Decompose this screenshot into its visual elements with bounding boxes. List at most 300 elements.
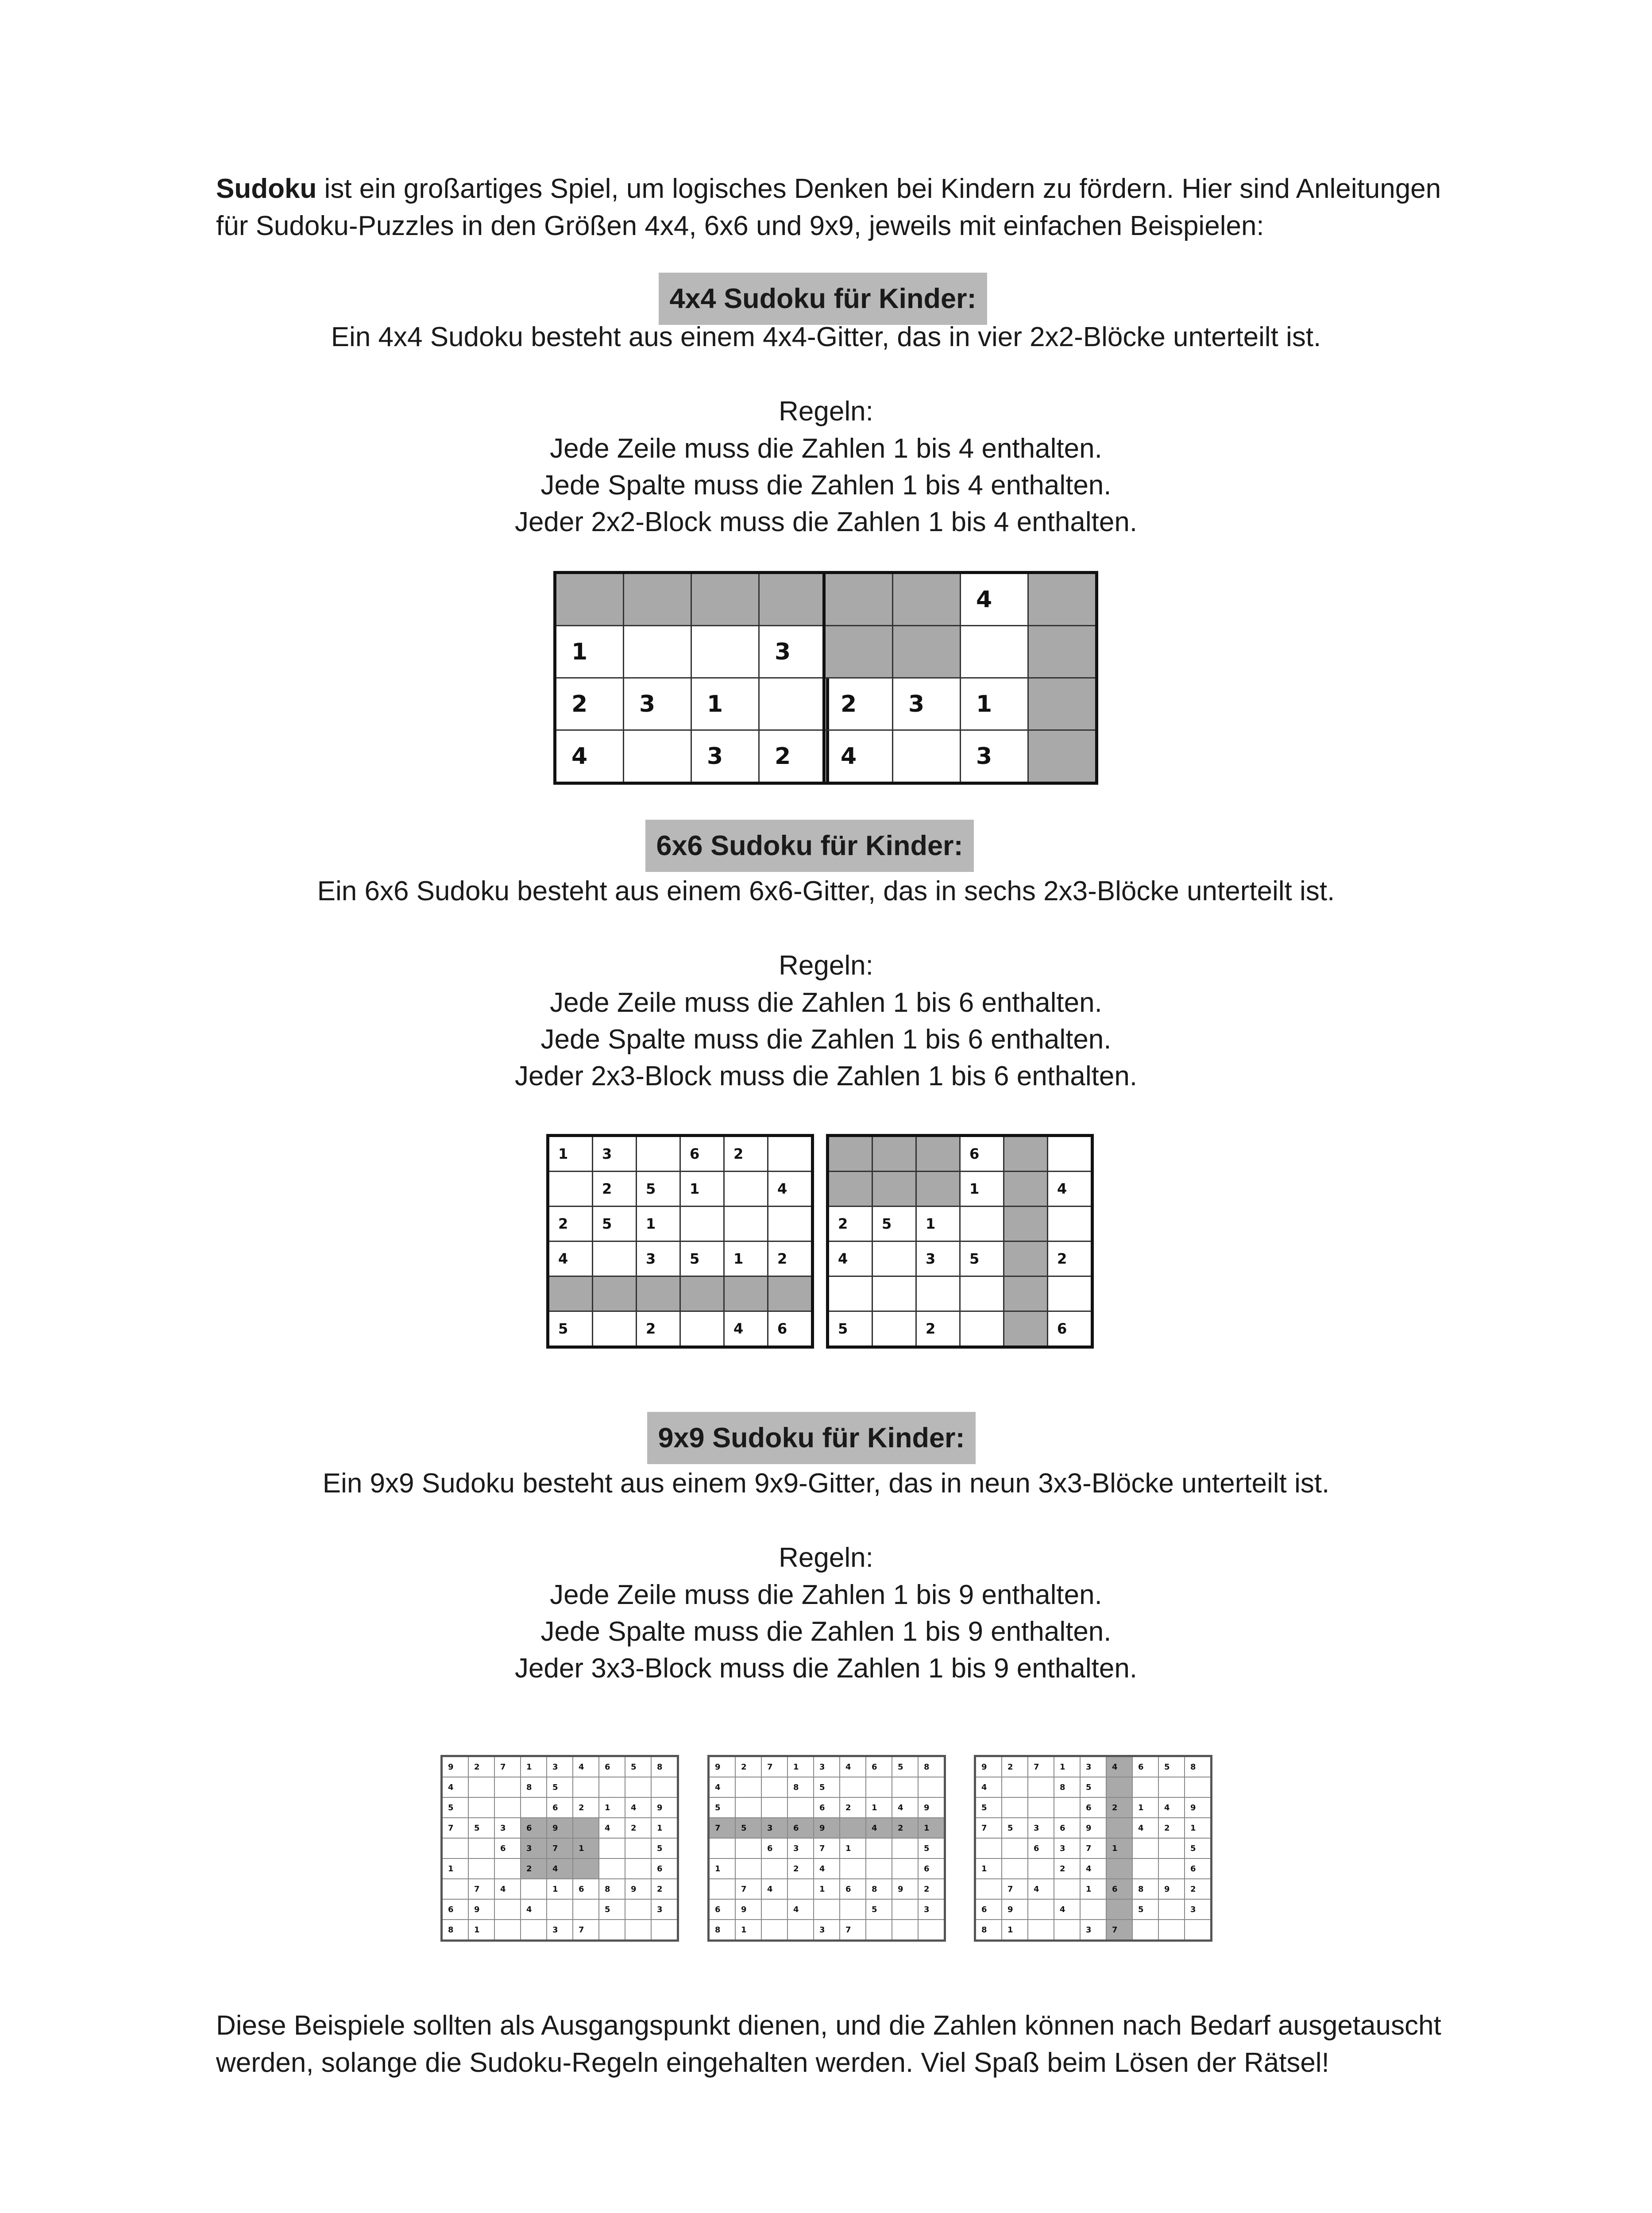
- grid-cell: 9: [1080, 1818, 1106, 1838]
- grid-cell: 3: [691, 730, 759, 783]
- grid-cell: [761, 1920, 787, 1941]
- grid-cell: 3: [1054, 1838, 1080, 1858]
- grid-cell: [1028, 1899, 1054, 1920]
- grid-cell: 2: [735, 1756, 761, 1777]
- grid-cell: [1132, 1920, 1158, 1941]
- grid-cell: 4: [1048, 1172, 1092, 1207]
- grid-cell: 7: [547, 1838, 573, 1858]
- grid-cell: [548, 1172, 593, 1207]
- grid-row: [442, 1920, 678, 1941]
- grid-row: [709, 1797, 945, 1818]
- grid-cell: [573, 1858, 599, 1879]
- grid-cell: 9: [709, 1756, 736, 1777]
- grid-cell: 9: [814, 1818, 840, 1838]
- grid-cell: [1185, 1777, 1212, 1797]
- grid-cell: 2: [768, 1241, 813, 1276]
- grid-cell: [494, 1899, 521, 1920]
- grid-cell: [787, 1797, 814, 1818]
- grid-cell: 4: [1054, 1899, 1080, 1920]
- grid-cell: [866, 1920, 892, 1941]
- grid-cell: [625, 1858, 651, 1879]
- grid-cell: [1048, 1207, 1092, 1241]
- grid-cell: [866, 1858, 892, 1879]
- grid-cell: 1: [1054, 1756, 1080, 1777]
- grid-cell: 4: [548, 1241, 593, 1276]
- grid-cell: [1002, 1797, 1028, 1818]
- grid-cell: [1158, 1777, 1185, 1797]
- grid-row: [442, 1858, 678, 1879]
- intro-bold-term: Sudoku: [216, 173, 317, 204]
- grid-row: [709, 1920, 945, 1941]
- grid-cell: [1002, 1777, 1028, 1797]
- grid-cell: 6: [1054, 1818, 1080, 1838]
- grid-cell: [892, 1920, 918, 1941]
- grid-cell: [1106, 1777, 1132, 1797]
- grid-cell: 4: [828, 1241, 872, 1276]
- grid-cell: 6: [840, 1879, 866, 1899]
- grid-cell: 8: [918, 1756, 945, 1777]
- grid-cell: 5: [547, 1777, 573, 1797]
- grid-cell: 1: [599, 1797, 625, 1818]
- grid-cell: 8: [521, 1777, 547, 1797]
- grid-cell: [1048, 1276, 1092, 1311]
- grid-cell: 8: [442, 1920, 469, 1941]
- grid-cell: 1: [961, 678, 1028, 730]
- grid-row: [709, 1756, 945, 1777]
- grid-cell: 4: [787, 1899, 814, 1920]
- grid-cell: 6: [814, 1797, 840, 1818]
- grid-cell: [918, 1777, 945, 1797]
- grid-cell: 6: [761, 1838, 787, 1858]
- grid-cell: [521, 1879, 547, 1899]
- grid-cell: 2: [573, 1797, 599, 1818]
- grid-cell: [1132, 1858, 1158, 1879]
- grid-cell: 3: [918, 1899, 945, 1920]
- grid-cell: [916, 1172, 960, 1207]
- grid-cell: [1132, 1838, 1158, 1858]
- grid-cell: [625, 1920, 651, 1941]
- grid-cell: 1: [918, 1818, 945, 1838]
- grid-cell: [768, 1207, 813, 1241]
- grid-cell: [468, 1797, 494, 1818]
- grid-cell: [521, 1920, 547, 1941]
- grid-cell: 3: [547, 1756, 573, 1777]
- grid-row: [555, 573, 828, 626]
- grid-cell: [918, 1920, 945, 1941]
- grid-cell: [735, 1838, 761, 1858]
- grid-cell: [824, 626, 893, 678]
- grid-cell: 6: [787, 1818, 814, 1838]
- grid-cell: 8: [1185, 1756, 1212, 1777]
- grid-cell: 4: [814, 1858, 840, 1879]
- grid-row: [828, 1172, 1092, 1207]
- grid-cell: [961, 626, 1028, 678]
- grid-cell: 1: [916, 1207, 960, 1241]
- grid-cell: 4: [1080, 1858, 1106, 1879]
- grid-row: [548, 1276, 813, 1311]
- grid-row: [975, 1818, 1212, 1838]
- grid-cell: 1: [724, 1241, 768, 1276]
- grid-cell: [892, 1777, 918, 1797]
- grid-cell: 7: [573, 1920, 599, 1941]
- grid-cell: 2: [916, 1311, 960, 1347]
- grid-cell: 9: [735, 1899, 761, 1920]
- rules-title-6x6: Regeln:: [779, 950, 873, 981]
- grid-cell: 3: [637, 1241, 680, 1276]
- grid-cell: 7: [1080, 1838, 1106, 1858]
- grid-cell: [593, 1276, 637, 1311]
- heading-4x4: 4x4 Sudoku für Kinder:: [659, 273, 987, 325]
- grid-cell: 4: [573, 1756, 599, 1777]
- grid-row: [442, 1756, 678, 1777]
- sudoku-4x4-block-example: [822, 571, 1098, 785]
- grid-row: [828, 1136, 1092, 1172]
- grid-cell: 3: [624, 678, 691, 730]
- grid-cell: 8: [1132, 1879, 1158, 1899]
- grid-cell: 6: [709, 1899, 736, 1920]
- grid-cell: [709, 1879, 736, 1899]
- grid-cell: [1054, 1920, 1080, 1941]
- grid-row: [442, 1838, 678, 1858]
- grid-cell: [768, 1276, 813, 1311]
- grid-row: [828, 1207, 1092, 1241]
- grid-cell: 6: [573, 1879, 599, 1899]
- grid-cell: [892, 1899, 918, 1920]
- rule-4x4-3: Jeder 2x2-Block muss die Zahlen 1 bis 4 enthalten.: [514, 507, 1138, 537]
- sudoku-4x4-example: [553, 571, 829, 785]
- grid-cell: [599, 1838, 625, 1858]
- grid-row: [555, 678, 828, 730]
- grid-cell: 3: [1185, 1899, 1212, 1920]
- grid-cell: [892, 1858, 918, 1879]
- grid-cell: 6: [494, 1838, 521, 1858]
- grid-cell: 2: [1158, 1818, 1185, 1838]
- grid-cell: [975, 1838, 1002, 1858]
- rules-title-9x9: Regeln:: [779, 1542, 873, 1573]
- grid-cell: 1: [442, 1858, 469, 1879]
- grid-cell: 4: [961, 573, 1028, 626]
- grid-cell: [768, 1136, 813, 1172]
- grid-cell: 3: [1080, 1920, 1106, 1941]
- grid-cell: 5: [468, 1818, 494, 1838]
- grid-cell: 6: [651, 1858, 678, 1879]
- grid-cell: 1: [1185, 1818, 1212, 1838]
- grid-cell: 4: [824, 730, 893, 783]
- grid-row: [709, 1899, 945, 1920]
- grid-cell: 1: [975, 1858, 1002, 1879]
- grid-row: [824, 678, 1097, 730]
- grid-cell: 2: [724, 1136, 768, 1172]
- grid-cell: [960, 1207, 1004, 1241]
- grid-row: [975, 1756, 1212, 1777]
- grid-cell: [680, 1311, 724, 1347]
- grid-cell: [866, 1777, 892, 1797]
- grid-cell: 3: [961, 730, 1028, 783]
- grid-cell: 9: [651, 1797, 678, 1818]
- intro-text: ist ein großartiges Spiel, um logisches Denken bei Kindern zu fördern. Hier sind Anleitungen für Sudoku-Puzzles in den Größen 4x4, 6x6 und 9x9, jeweils mit einfachen Beispielen:: [216, 173, 1441, 241]
- grid-cell: 2: [593, 1172, 637, 1207]
- grid-cell: [573, 1899, 599, 1920]
- grid-row: [709, 1838, 945, 1858]
- grid-cell: 4: [521, 1899, 547, 1920]
- grid-cell: 4: [709, 1777, 736, 1797]
- grid-cell: [761, 1858, 787, 1879]
- grid-cell: [916, 1136, 960, 1172]
- grid-cell: 2: [548, 1207, 593, 1241]
- grid-cell: [624, 573, 691, 626]
- grid-cell: [1028, 1797, 1054, 1818]
- rule-4x4-2: Jede Spalte muss die Zahlen 1 bis 4 enthalten.: [540, 470, 1112, 501]
- grid-cell: [1054, 1879, 1080, 1899]
- grid-cell: [651, 1777, 678, 1797]
- grid-cell: [1004, 1172, 1048, 1207]
- grid-row: [824, 626, 1097, 678]
- grid-cell: [872, 1136, 916, 1172]
- grid-cell: 6: [1106, 1879, 1132, 1899]
- grid-cell: 5: [960, 1241, 1004, 1276]
- grid-cell: [494, 1777, 521, 1797]
- description-9x9: Ein 9x9 Sudoku besteht aus einem 9x9-Gitter, das in neun 3x3-Blöcke unterteilt ist.: [322, 1468, 1330, 1499]
- grid-cell: 5: [735, 1818, 761, 1838]
- grid-cell: 5: [892, 1756, 918, 1777]
- grid-cell: [1158, 1858, 1185, 1879]
- grid-cell: 3: [1080, 1756, 1106, 1777]
- grid-cell: 2: [625, 1818, 651, 1838]
- grid-cell: 9: [918, 1797, 945, 1818]
- grid-cell: 2: [828, 1207, 872, 1241]
- grid-cell: 4: [1106, 1756, 1132, 1777]
- grid-cell: [625, 1838, 651, 1858]
- grid-cell: [872, 1172, 916, 1207]
- grid-cell: 1: [468, 1920, 494, 1941]
- grid-row: [548, 1207, 813, 1241]
- grid-row: [709, 1777, 945, 1797]
- grid-cell: 2: [824, 678, 893, 730]
- grid-cell: 6: [866, 1756, 892, 1777]
- grid-cell: 4: [724, 1311, 768, 1347]
- grid-cell: 6: [442, 1899, 469, 1920]
- grid-cell: [593, 1311, 637, 1347]
- grid-cell: [1054, 1797, 1080, 1818]
- grid-cell: 5: [651, 1838, 678, 1858]
- rule-4x4-1: Jede Zeile muss die Zahlen 1 bis 4 enthalten.: [550, 433, 1102, 464]
- grid-cell: [1004, 1311, 1048, 1347]
- grid-row: [442, 1879, 678, 1899]
- grid-cell: 9: [442, 1756, 469, 1777]
- grid-cell: 7: [468, 1879, 494, 1899]
- grid-cell: 1: [1132, 1797, 1158, 1818]
- grid-cell: [494, 1858, 521, 1879]
- grid-cell: 1: [787, 1756, 814, 1777]
- grid-cell: [680, 1207, 724, 1241]
- grid-cell: [637, 1136, 680, 1172]
- grid-cell: 5: [918, 1838, 945, 1858]
- grid-cell: 4: [866, 1818, 892, 1838]
- grid-cell: 5: [1132, 1899, 1158, 1920]
- grid-cell: 6: [1080, 1797, 1106, 1818]
- grid-cell: 4: [1028, 1879, 1054, 1899]
- grid-cell: [828, 1136, 872, 1172]
- grid-cell: 1: [814, 1879, 840, 1899]
- grid-cell: [624, 626, 691, 678]
- grid-cell: [1004, 1207, 1048, 1241]
- grid-cell: [1158, 1899, 1185, 1920]
- grid-cell: 9: [975, 1756, 1002, 1777]
- outro-paragraph: Diese Beispiele sollten als Ausgangspunkt dienen, und die Zahlen können nach Bedarf ausgetauscht werden, solange die Sudoku-Regeln eingehalten werden. Viel Spaß beim Lösen der Rätsel!: [216, 2010, 1441, 2078]
- grid-cell: 4: [599, 1818, 625, 1838]
- grid-cell: 4: [555, 730, 624, 783]
- grid-cell: [872, 1311, 916, 1347]
- grid-cell: 5: [1185, 1838, 1212, 1858]
- grid-cell: 5: [1002, 1818, 1028, 1838]
- grid-row: [975, 1797, 1212, 1818]
- grid-row: [828, 1241, 1092, 1276]
- rule-9x9-2: Jede Spalte muss die Zahlen 1 bis 9 enthalten.: [540, 1616, 1112, 1647]
- grid-cell: 4: [547, 1858, 573, 1879]
- grid-row: [548, 1172, 813, 1207]
- grid-row: [709, 1879, 945, 1899]
- grid-cell: [442, 1838, 469, 1858]
- grid-cell: [916, 1276, 960, 1311]
- grid-cell: [892, 1838, 918, 1858]
- grid-row: [975, 1838, 1212, 1858]
- grid-cell: [521, 1797, 547, 1818]
- grid-cell: [1002, 1838, 1028, 1858]
- grid-row: [442, 1899, 678, 1920]
- grid-row: [548, 1311, 813, 1347]
- grid-cell: [1002, 1858, 1028, 1879]
- grid-cell: 4: [625, 1797, 651, 1818]
- grid-cell: 1: [521, 1756, 547, 1777]
- grid-cell: 3: [761, 1818, 787, 1838]
- grid-cell: 1: [691, 678, 759, 730]
- grid-cell: [1158, 1920, 1185, 1941]
- grid-cell: 1: [866, 1797, 892, 1818]
- grid-cell: 2: [787, 1858, 814, 1879]
- grid-row: [442, 1777, 678, 1797]
- grid-cell: 8: [866, 1879, 892, 1899]
- grid-cell: 4: [761, 1879, 787, 1899]
- rules-title-4x4: Regeln:: [779, 396, 873, 427]
- grid-row: [828, 1311, 1092, 1347]
- grid-cell: 5: [442, 1797, 469, 1818]
- grid-cell: [840, 1858, 866, 1879]
- grid-row: [709, 1818, 945, 1838]
- grid-cell: 6: [975, 1899, 1002, 1920]
- grid-row: [824, 730, 1097, 783]
- grid-cell: 1: [573, 1838, 599, 1858]
- grid-cell: 4: [1132, 1818, 1158, 1838]
- grid-cell: [442, 1879, 469, 1899]
- grid-cell: 9: [1002, 1899, 1028, 1920]
- grid-cell: [975, 1879, 1002, 1899]
- grid-cell: [468, 1858, 494, 1879]
- intro-paragraph: [216, 170, 1447, 245]
- grid-row: [548, 1241, 813, 1276]
- grid-cell: 1: [1080, 1879, 1106, 1899]
- grid-cell: [573, 1818, 599, 1838]
- sudoku-6x6-example: [546, 1134, 814, 1349]
- grid-cell: 7: [1028, 1756, 1054, 1777]
- grid-cell: 1: [680, 1172, 724, 1207]
- grid-cell: [468, 1777, 494, 1797]
- grid-cell: [787, 1879, 814, 1899]
- grid-cell: [893, 730, 961, 783]
- grid-cell: [709, 1838, 736, 1858]
- grid-cell: 6: [599, 1756, 625, 1777]
- grid-cell: [1028, 730, 1097, 783]
- grid-cell: [893, 626, 961, 678]
- grid-cell: [691, 573, 759, 626]
- sudoku-6x6-block-example: [826, 1134, 1094, 1349]
- grid-row: [975, 1777, 1212, 1797]
- grid-cell: [625, 1777, 651, 1797]
- grid-cell: 9: [1158, 1879, 1185, 1899]
- grid-cell: 2: [555, 678, 624, 730]
- grid-cell: 9: [892, 1879, 918, 1899]
- grid-cell: [724, 1207, 768, 1241]
- grid-cell: [893, 573, 961, 626]
- grid-cell: 5: [866, 1899, 892, 1920]
- description-4x4: Ein 4x4 Sudoku besteht aus einem 4x4-Gitter, das in vier 2x2-Blöcke unterteilt ist.: [331, 322, 1321, 352]
- grid-cell: 5: [1080, 1777, 1106, 1797]
- grid-cell: 3: [593, 1136, 637, 1172]
- grid-cell: [735, 1777, 761, 1797]
- grid-row: [828, 1276, 1092, 1311]
- grid-cell: 8: [709, 1920, 736, 1941]
- grid-cell: 3: [547, 1920, 573, 1941]
- grid-cell: 4: [494, 1879, 521, 1899]
- grid-cell: 1: [1106, 1838, 1132, 1858]
- grid-cell: 5: [599, 1899, 625, 1920]
- grid-cell: 1: [547, 1879, 573, 1899]
- grid-cell: 2: [1185, 1879, 1212, 1899]
- grid-cell: 1: [960, 1172, 1004, 1207]
- grid-cell: [599, 1777, 625, 1797]
- grid-cell: 7: [442, 1818, 469, 1838]
- grid-cell: 3: [1028, 1818, 1054, 1838]
- grid-cell: 4: [975, 1777, 1002, 1797]
- grid-cell: 6: [1048, 1311, 1092, 1347]
- grid-cell: 3: [787, 1838, 814, 1858]
- grid-cell: 5: [814, 1777, 840, 1797]
- grid-cell: 8: [975, 1920, 1002, 1941]
- grid-cell: 2: [759, 730, 828, 783]
- grid-cell: 9: [547, 1818, 573, 1838]
- grid-cell: 2: [521, 1858, 547, 1879]
- grid-cell: 5: [872, 1207, 916, 1241]
- grid-cell: [1028, 1858, 1054, 1879]
- grid-cell: [840, 1777, 866, 1797]
- grid-cell: 5: [1158, 1756, 1185, 1777]
- grid-cell: 6: [521, 1818, 547, 1838]
- sudoku-9x9-block-example: [440, 1755, 679, 1942]
- grid-cell: 2: [1106, 1797, 1132, 1818]
- grid-cell: 2: [918, 1879, 945, 1899]
- grid-cell: [468, 1838, 494, 1858]
- grid-cell: [761, 1797, 787, 1818]
- description-6x6: Ein 6x6 Sudoku besteht aus einem 6x6-Gitter, das in sechs 2x3-Blöcke unterteilt ist.: [317, 876, 1335, 906]
- grid-cell: [724, 1172, 768, 1207]
- grid-cell: [724, 1276, 768, 1311]
- grid-row: [555, 730, 828, 783]
- grid-cell: [735, 1858, 761, 1879]
- grid-row: [709, 1858, 945, 1879]
- grid-cell: [547, 1899, 573, 1920]
- grid-cell: 1: [637, 1207, 680, 1241]
- grid-cell: 2: [1048, 1241, 1092, 1276]
- grid-cell: 2: [1054, 1858, 1080, 1879]
